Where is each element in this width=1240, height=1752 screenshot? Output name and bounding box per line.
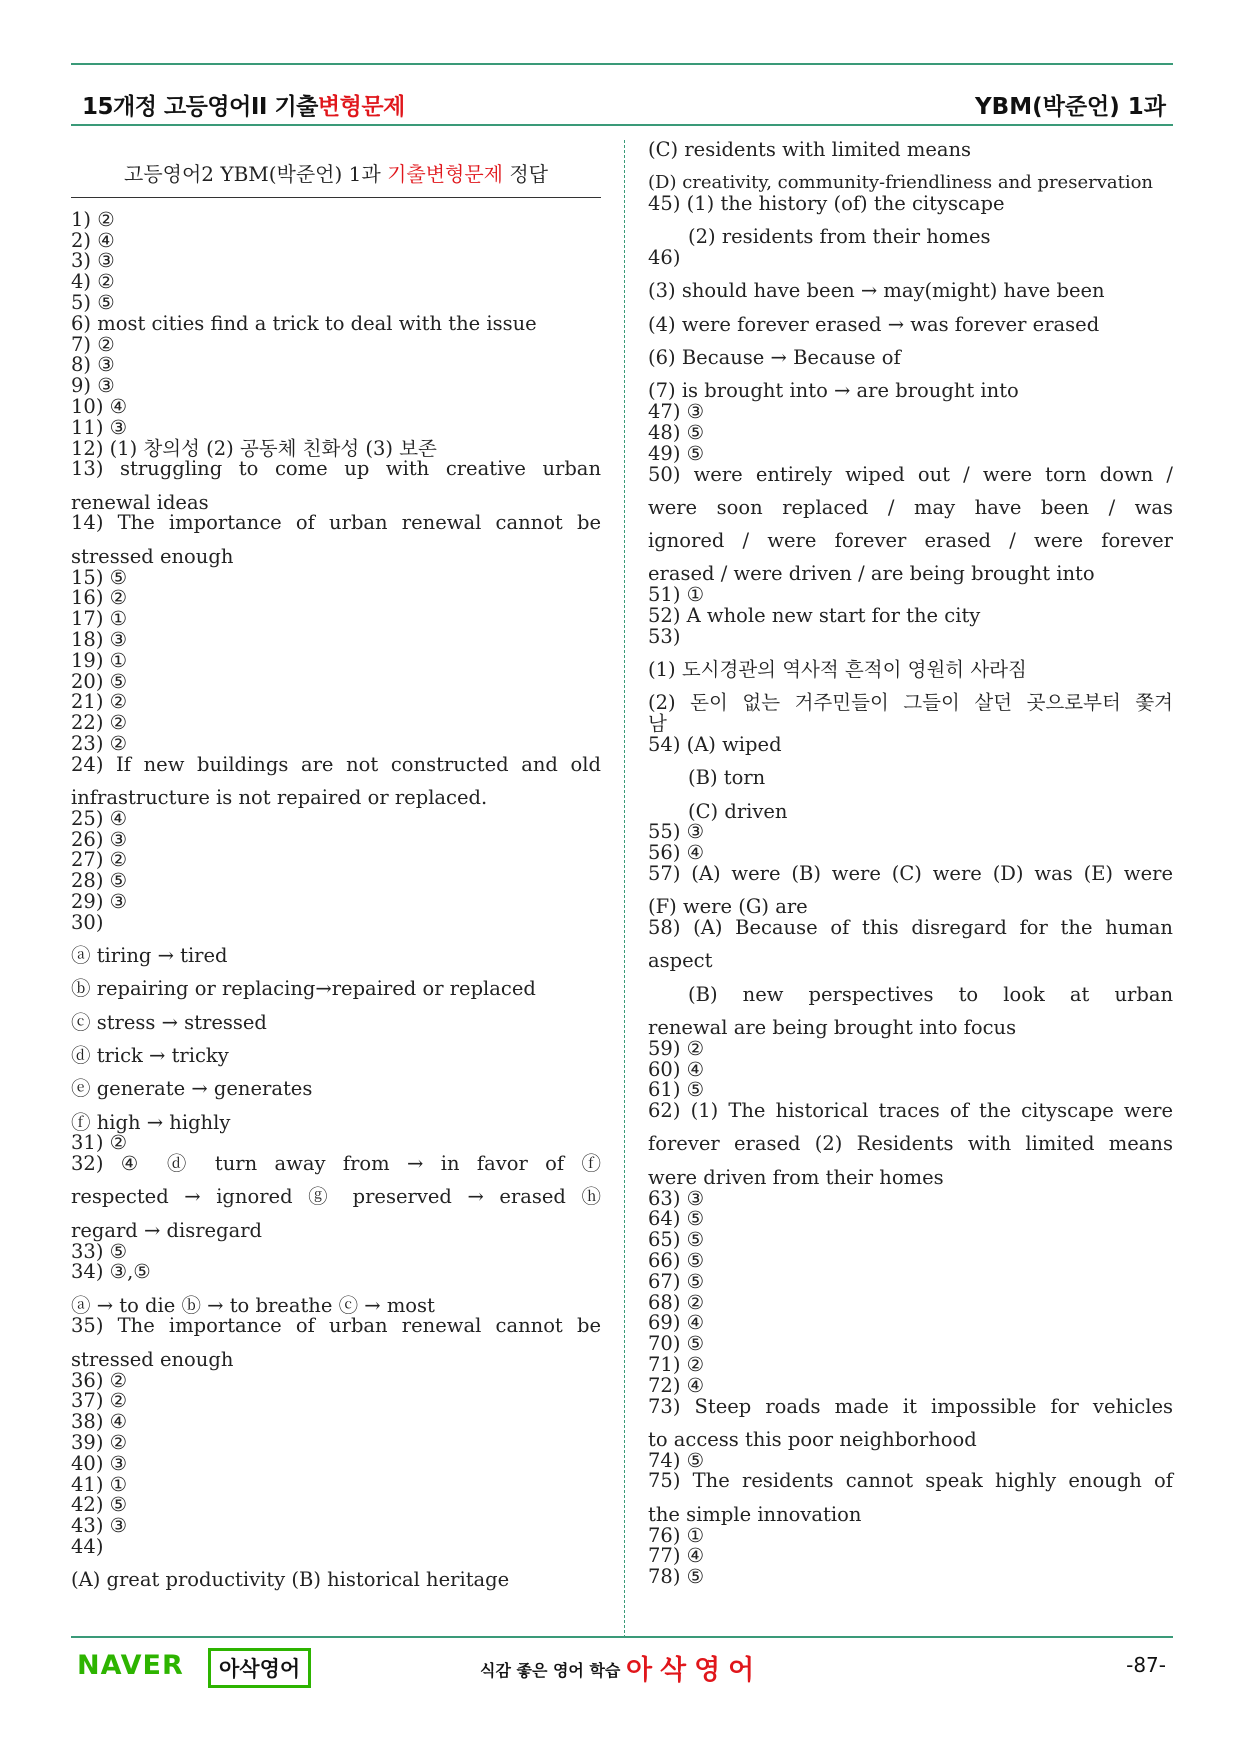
answer-line: 22) ②	[71, 711, 128, 735]
answer-line: 41) ①	[71, 1472, 128, 1496]
answer-line: 24) If new buildings are not constructed and old	[71, 752, 601, 776]
answer-line: (1) 도시경관의 역사적 흔적이 영원히 사라짐	[648, 658, 1027, 682]
header-rule	[71, 124, 1173, 126]
footer-slogan-brand: 아삭영어	[625, 1655, 763, 1686]
answer-line: 64) ⑤	[648, 1207, 705, 1231]
answer-line: (2) residents from their homes	[688, 225, 991, 249]
answer-line: 12) (1) 창의성 (2) 공동체 친화성 (3) 보존	[71, 436, 437, 460]
answer-line: renewal are being brought into focus	[648, 1016, 1017, 1039]
answer-line: 26) ③	[71, 827, 128, 851]
answer-title	[71, 140, 601, 198]
answer-line: ignored / were forever erased / were forever	[648, 529, 1173, 553]
answer-line: renewal ideas	[71, 490, 209, 514]
answer-line: 17) ①	[71, 607, 128, 631]
answer-line: (7) is brought into → are brought into	[648, 379, 1019, 403]
answer-line: ⓔ generate → generates	[71, 1077, 313, 1101]
answer-line: 21) ②	[71, 690, 128, 714]
answer-line: 46)	[648, 246, 681, 270]
page-header-title	[82, 88, 405, 121]
footer-rule	[71, 1636, 1173, 1638]
answer-line: the simple innovation	[648, 1502, 862, 1526]
answer-line: 78) ⑤	[648, 1565, 705, 1589]
answer-line: 11) ③	[71, 415, 128, 439]
answer-line: 4) ②	[71, 270, 115, 294]
answer-line: 53)	[648, 624, 681, 648]
answer-line: ⓑ repairing or replacing→repaired or replaced	[71, 977, 536, 1001]
answer-line: 2) ④	[71, 228, 115, 252]
answer-line: 70) ⑤	[648, 1332, 705, 1356]
answer-line: 29) ③	[71, 890, 128, 913]
answer-line: 65) ⑤	[648, 1228, 705, 1252]
answer-line: 16) ②	[71, 586, 128, 610]
answer-line: 74) ⑤	[648, 1448, 705, 1472]
column-divider	[624, 140, 625, 1638]
answer-title-red: 기출변형문제	[387, 162, 503, 186]
answer-line: 58) (A) Because of this disregard for the human	[648, 916, 1173, 940]
answer-line: 34) ③,⑤	[71, 1260, 151, 1284]
answer-line: 9) ③	[71, 374, 115, 398]
answer-line: 18) ③	[71, 627, 128, 651]
answer-line: 8) ③	[71, 353, 115, 377]
answer-line: (A) great productivity (B) historical heritage	[71, 1568, 510, 1592]
answer-column-left	[71, 140, 601, 1591]
page-number: -87-	[1126, 1653, 1166, 1677]
answer-line: 32) ④ ⓓ turn away from → in favor of ⓕ	[71, 1152, 601, 1176]
answer-line: 36) ②	[71, 1368, 128, 1392]
answer-line: 39) ②	[71, 1430, 128, 1454]
answer-line: 27) ②	[71, 848, 128, 872]
answer-line: 55) ③	[648, 820, 705, 844]
answer-title-black: 고등영어2 YBM(박준언) 1과	[124, 162, 388, 186]
answer-line: forever erased (2) Residents with limited means	[648, 1132, 1173, 1156]
answer-line: ⓐ → to die ⓑ → to breathe ⓒ → most	[71, 1293, 435, 1317]
answer-line: 57) (A) were (B) were (C) were (D) was (E) were	[648, 862, 1173, 886]
answer-line: (D) creativity, community-friendliness and preservation	[648, 172, 1154, 194]
answer-line: (4) were forever erased → was forever erased	[648, 312, 1100, 336]
answer-line: 14) The importance of urban renewal cannot be	[71, 511, 601, 535]
answer-line: ⓕ high → highly	[71, 1110, 231, 1134]
answer-line: 67) ⑤	[648, 1269, 705, 1293]
answer-line: erased / were driven / are being brought into	[648, 562, 1095, 586]
answer-line: respected → ignored ⓖ preserved → erased ⓗ	[71, 1185, 601, 1209]
answer-line: 28) ⑤	[71, 869, 128, 893]
header-title-black: 15개정 고등영어II 기출	[82, 94, 318, 120]
answer-line: (B) torn	[688, 766, 766, 790]
answer-line: 47) ③	[648, 400, 705, 424]
answer-line: 45) (1) the history (of) the cityscape	[648, 192, 1005, 216]
answer-line: 7) ②	[71, 332, 115, 356]
answer-line: 54) (A) wiped	[648, 733, 782, 757]
footer-slogan-small: 식감 좋은 영어 학습	[480, 1661, 626, 1680]
answer-line: stressed enough	[71, 544, 234, 568]
page-header-unit: YBM(박준언) 1과	[975, 94, 1166, 120]
answer-line: 19) ①	[71, 648, 128, 672]
answer-line: (C) residents with limited means	[648, 138, 972, 161]
answer-line: 43) ③	[71, 1514, 128, 1538]
answer-line: 71) ②	[648, 1352, 705, 1376]
answer-line: 30)	[71, 910, 104, 934]
answer-line: 5) ⑤	[71, 290, 115, 314]
answer-line: 75) The residents cannot speak highly enough of	[648, 1469, 1173, 1493]
answer-line: 68) ②	[648, 1290, 705, 1314]
answer-line: 66) ⑤	[648, 1248, 705, 1272]
answer-line: (F) were (G) are	[648, 895, 808, 919]
footer-slogan	[480, 1648, 762, 1687]
answer-line: 10) ④	[71, 394, 128, 418]
answer-line: 20) ⑤	[71, 669, 128, 693]
answer-line: 44)	[71, 1534, 104, 1558]
answer-line: 남	[648, 712, 667, 736]
answer-line: were soon replaced / may have been / was	[648, 495, 1173, 519]
header-title-red: 변형문제	[317, 94, 405, 120]
answer-line: 6) most cities find a trick to deal with the issue	[71, 311, 537, 335]
answer-line: aspect	[648, 949, 713, 973]
answer-line: 76) ①	[648, 1523, 705, 1547]
answer-line: regard → disregard	[71, 1218, 263, 1242]
answer-line: 33) ⑤	[71, 1239, 128, 1263]
answer-line: 63) ③	[648, 1186, 705, 1210]
answer-line: stressed enough	[71, 1347, 234, 1371]
answer-line: were driven from their homes	[648, 1165, 944, 1189]
naver-logo: NAVER	[77, 1650, 184, 1681]
answer-column-right	[648, 140, 1173, 1588]
answer-line: 40) ③	[71, 1451, 128, 1475]
answer-line: 56) ④	[648, 841, 705, 865]
answer-line: 61) ⑤	[648, 1078, 705, 1102]
answer-line: 25) ④	[71, 806, 128, 830]
answer-line: 1) ②	[71, 207, 115, 231]
answer-line: 62) (1) The historical traces of the cityscape were	[648, 1099, 1173, 1123]
asak-logo-box: 아삭영어	[208, 1648, 311, 1688]
answer-line: 51) ①	[648, 583, 705, 607]
answer-line: 77) ④	[648, 1544, 705, 1568]
answer-line: (3) should have been → may(might) have been	[648, 279, 1105, 303]
top-rule	[71, 63, 1173, 65]
answer-line: infrastructure is not repaired or replaced.	[71, 786, 488, 810]
answer-line: 50) were entirely wiped out / were torn down /	[648, 462, 1173, 486]
answer-line: (6) Because → Because of	[648, 346, 901, 370]
answer-line: 42) ⑤	[71, 1493, 128, 1517]
answer-line: ⓐ tiring → tired	[71, 944, 228, 968]
answer-line: 69) ④	[648, 1311, 705, 1335]
answer-line: 37) ②	[71, 1389, 128, 1413]
answer-line: 49) ⑤	[648, 441, 705, 465]
answer-line: 59) ②	[648, 1036, 705, 1060]
answer-line: 35) The importance of urban renewal cannot be	[71, 1314, 601, 1338]
answer-line: 15) ⑤	[71, 565, 128, 589]
answer-line: 60) ④	[648, 1057, 705, 1081]
answer-line: 3) ③	[71, 249, 115, 273]
answer-line: to access this poor neighborhood	[648, 1427, 977, 1451]
answer-line: 72) ④	[648, 1373, 705, 1397]
answer-title-suffix: 정답	[503, 162, 548, 186]
answer-line: 13) struggling to come up with creative urban	[71, 457, 601, 481]
answer-line: 73) Steep roads made it impossible for vehicles	[648, 1394, 1173, 1418]
answer-line: (2) 돈이 없는 거주민들이 그들이 살던 곳으로부터 쫓겨	[648, 691, 1173, 715]
answer-line: 23) ②	[71, 731, 128, 755]
answer-line: (B) new perspectives to look at urban	[688, 982, 1173, 1006]
answer-line: 48) ⑤	[648, 420, 705, 444]
answer-line: ⓓ trick → tricky	[71, 1043, 229, 1067]
answer-line: 31) ②	[71, 1131, 128, 1155]
answer-line: 52) A whole new start for the city	[648, 604, 981, 628]
answer-line: (C) driven	[688, 799, 788, 823]
answer-line: ⓒ stress → stressed	[71, 1010, 267, 1034]
answer-line: 38) ④	[71, 1410, 128, 1434]
